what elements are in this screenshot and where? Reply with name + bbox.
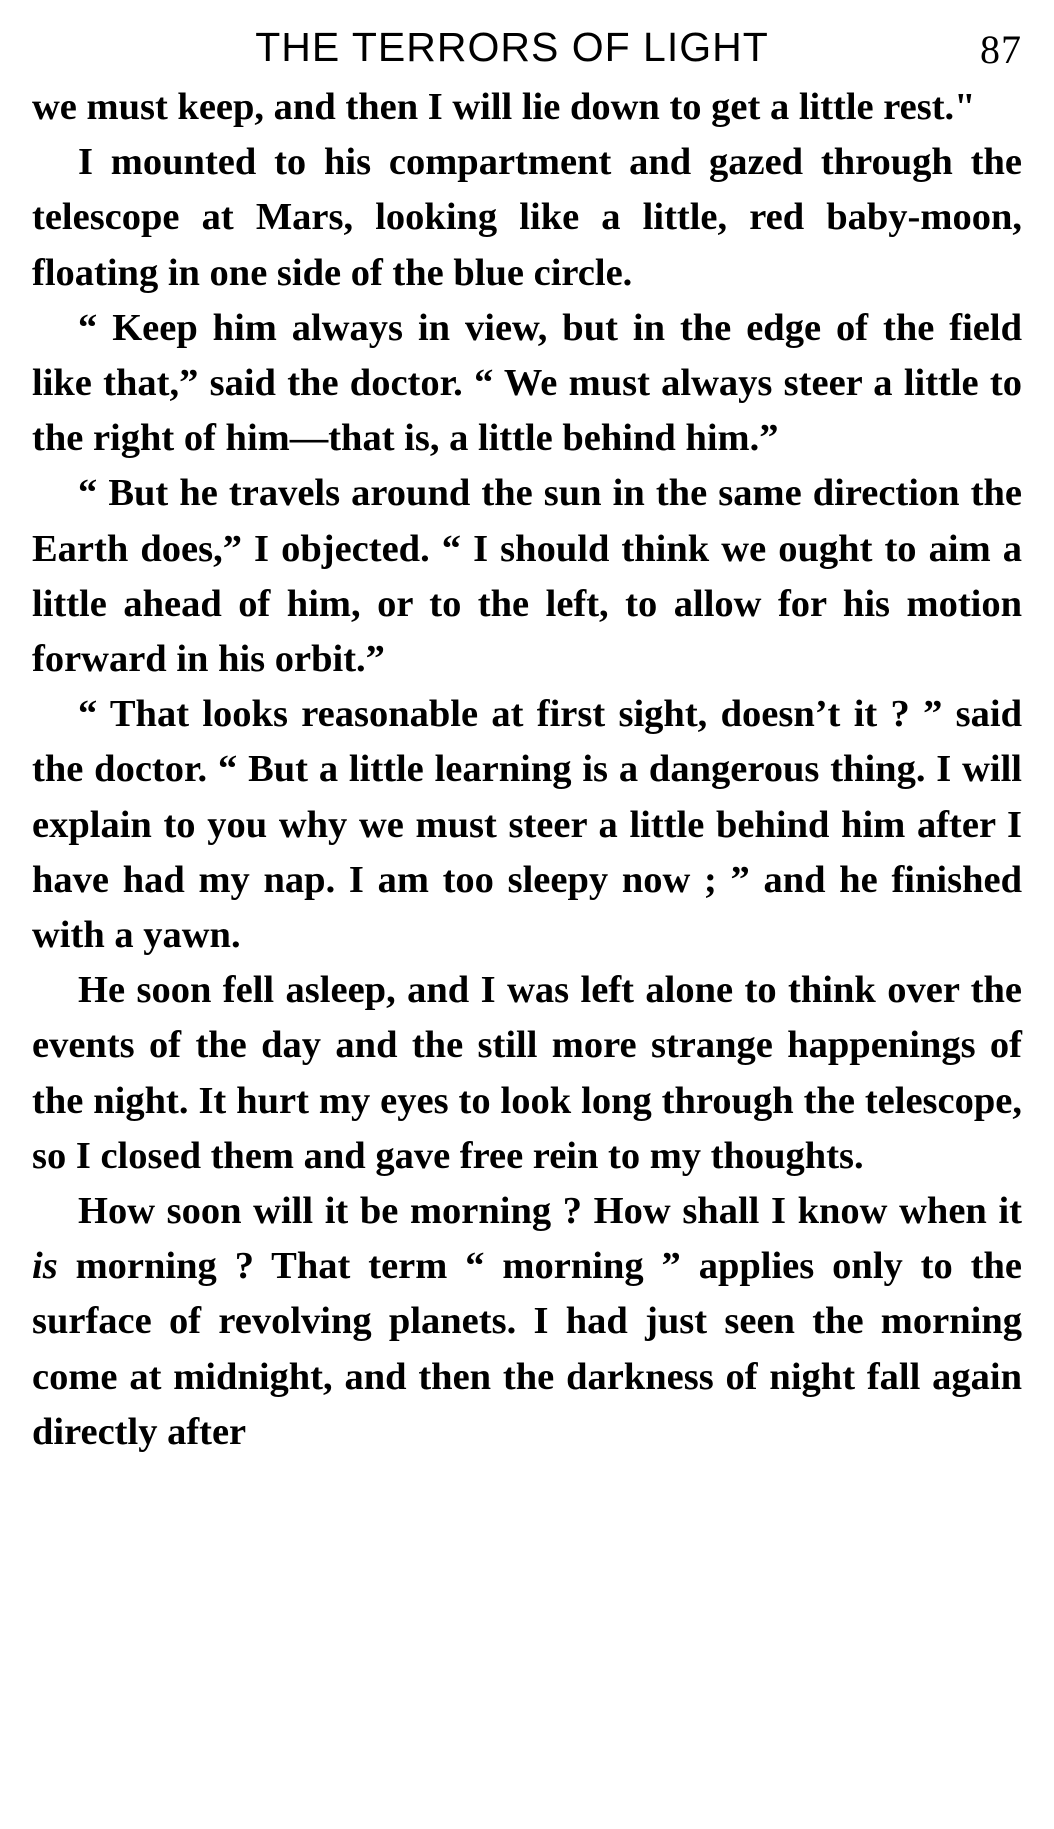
- paragraph-7-part-1: How soon will it be morning ? How shall I know when it: [78, 1190, 1022, 1233]
- page-number: 87: [980, 27, 1022, 72]
- paragraph-3: “ Keep him always in view, but in the edge of the field like that,” said the doctor. “ We must always steer a little to the right of him—that is, a little behind him.”: [32, 306, 1022, 460]
- running-header: [32, 18, 1022, 80]
- paragraph-5: “ That looks reasonable at first sight, doesn’t it ? ” said the doctor. “ But a little learning is a dangerous thing. I will explain to you why we must steer a little behind him after I have had my nap. I am too sleepy now ; ” and he finished with a yawn.: [32, 693, 1022, 957]
- body-text: [32, 80, 1022, 1460]
- running-title: THE TERRORS OF LIGHT: [255, 24, 769, 70]
- paragraph-1: we must keep, and then I will lie down to get a little rest.": [32, 86, 976, 128]
- paragraph-6: He soon fell asleep, and I was left alone to think over the events of the day and the still more strange happenings of the night. It hurt my eyes to look long through the telescope, so I closed them and gave free rein to my thoughts.: [32, 969, 1022, 1177]
- book-page: [32, 18, 1022, 1813]
- paragraph-4: “ But he travels around the sun in the same direction the Earth does,” I objected. “ I should think we ought to aim a little ahead of him, or to the left, to allow for his motion forward in his orbit.”: [32, 472, 1022, 681]
- paragraph-2: I mounted to his compartment and gazed through the telescope at Mars, looking like a little, red baby-moon, floating in one side of the blue circle.: [32, 141, 1022, 294]
- paragraph-7: [32, 1184, 1022, 1460]
- paragraph-7-part-2: morning ? That term “ morning ” applies only to the surface of revolving planets. I had just seen the morning come at midnight, and then the darkness of night fall again directly after: [32, 1245, 1022, 1453]
- paragraph-7-emphasis: is: [32, 1245, 58, 1288]
